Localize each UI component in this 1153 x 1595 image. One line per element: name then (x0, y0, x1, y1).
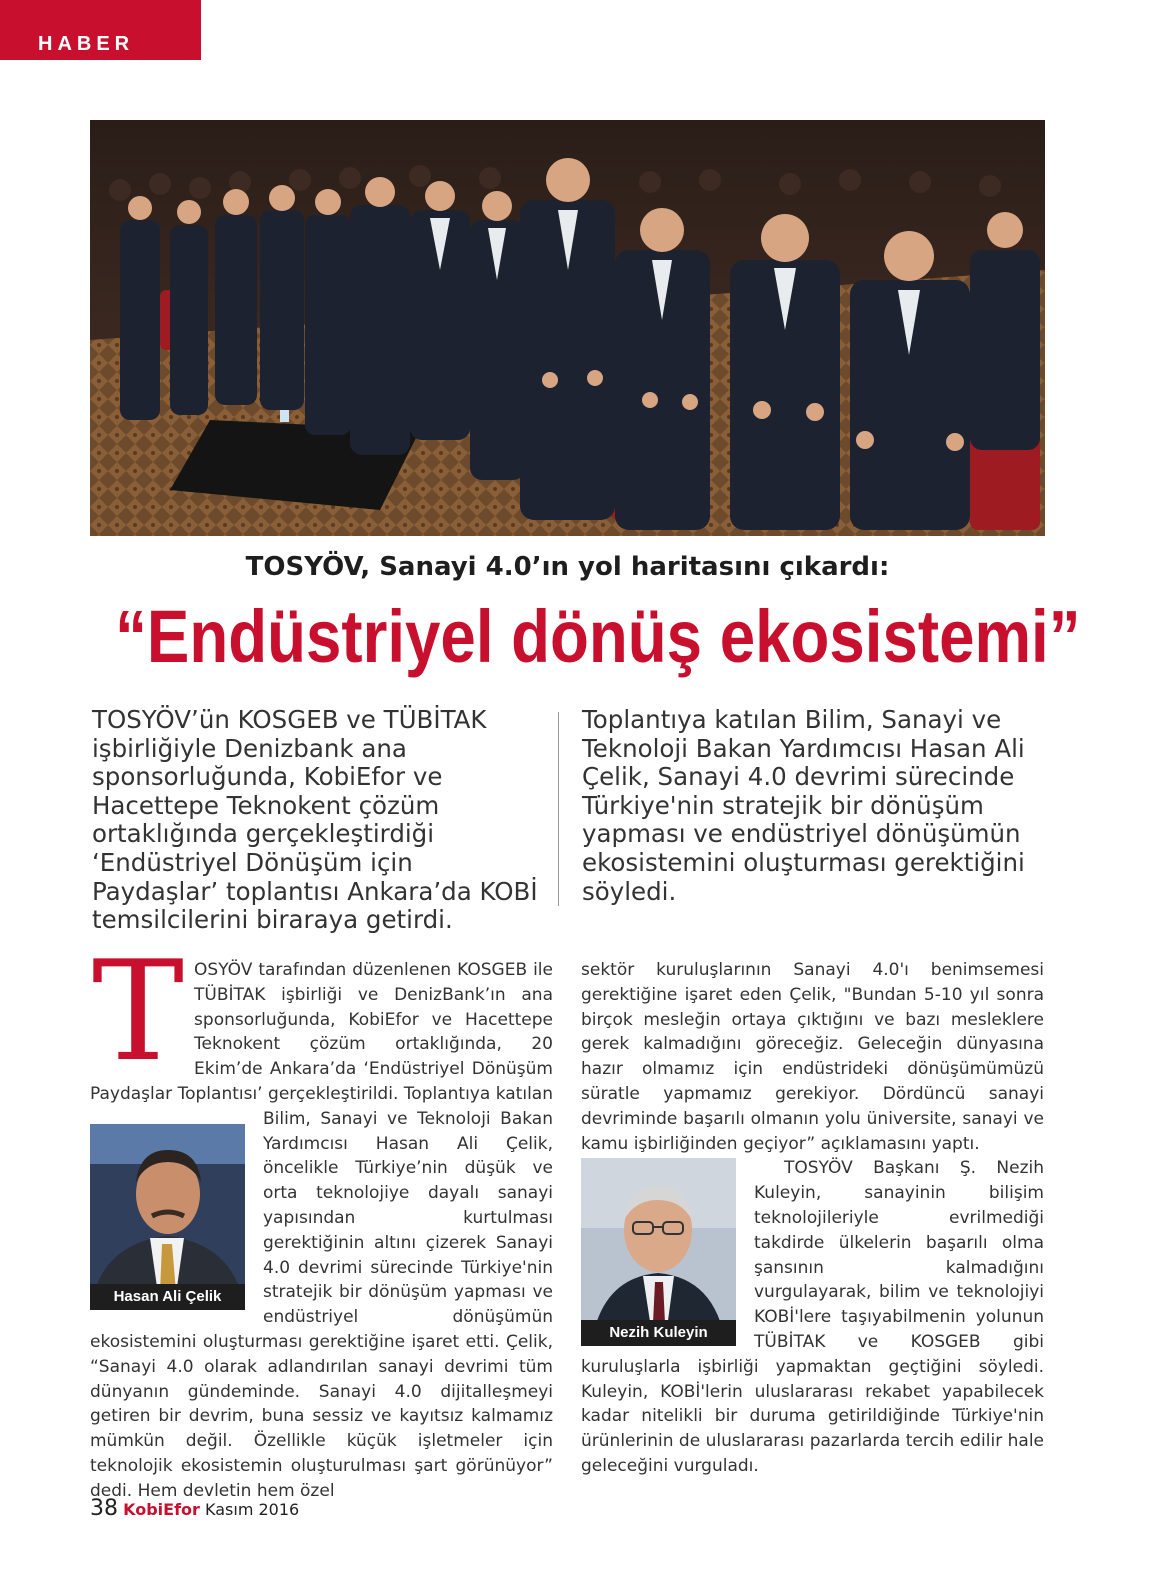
article-headline: “Endüstriyel dönüş ekosistemi” (115, 595, 1081, 678)
photo-caption-kuleyin: Nezih Kuleyin (581, 1320, 736, 1346)
page-number: 38 (90, 1496, 118, 1521)
lead-paragraph-left: TOSYÖV’ün KOSGEB ve TÜBİTAK işbirliğiyle Denizbank ana sponsorluğunda, KobiEfor ve Hacettepe Teknokent çözüm ortaklığında gerçekleştirdiği ‘Endüstriyel Dönüşüm için Paydaşlar’ toplantısı Ankara’da KOBİ temsilcilerini biraraya getirdi. (92, 705, 538, 935)
photo-celik (90, 1124, 245, 1310)
body-right-bottom-text: TOSYÖV Başkanı Ş. Nezih Kuleyin, sanayinin bilişim teknolojileriyle evrilmediği takdirde ülkelerin başarılı olma şansının kalmadığını vurgulayarak, bilim ve teknolojiyi KOBİ'lere taşıyabilmenin yolunun TÜBİTAK ve KOSGEB gibi kuruluşlarla işbirliği yapmaktan geçtiğini söyledi. Kuleyin, KOBİ'lerin uluslararası rekabet yapabilecek kadar nitelikli bir duruma getirildiğinde Türkiye'nin ürünlerinin de uluslararası pazarlarda tercih edilir hale geleceğini vurguladı. (581, 1158, 1044, 1476)
magazine-brand: KobiEfor (123, 1500, 200, 1519)
portrait-kuleyin (581, 1158, 736, 1344)
issue-date: Kasım 2016 (205, 1500, 300, 1519)
drop-cap: T (92, 931, 185, 1092)
section-label: HABER (38, 33, 135, 55)
body-right-top-text: sektör kuruluşlarının Sanayi 4.0'ı benimsemesi gerektiğine işaret eden Çelik, "Bundan 5-10 yıl sonra birçok mesleğin ortaya çıktığını ve bazı mesleklere gerek kalmadığını göreceğiz. Geleceğin dünyasına hazır olmamız için endüstrideki dönüşümümüzü süratle yapmamız gerekiyor. Dördüncü sanayi devriminde başarılı olmanın yolu üniversite, sanayi ve kamu işbirliğinden geçiyor” açıklamasını yaptı. (581, 960, 1044, 1154)
page-footer (90, 1496, 299, 1526)
section-tab (0, 0, 201, 60)
hero-photo (90, 120, 1045, 536)
photo-kuleyin (581, 1158, 736, 1346)
body-column-right (581, 958, 1044, 1479)
portrait-celik (90, 1124, 245, 1310)
lead-paragraph-right: Toplantıya katılan Bilim, Sanayi ve Teknoloji Bakan Yardımcısı Hasan Ali Çelik, Sanayi 4.0 devrimi sürecinde Türkiye'nin stratejik bir dönüşüm yapması ve endüstriyel dönüşümün ekosistemini oluşturması gerektiğini söyledi. (582, 705, 1025, 906)
article-kicker: TOSYÖV, Sanayi 4.0’ın yol haritasını çıkardı: (245, 552, 890, 582)
lead-divider (558, 712, 559, 906)
portrait-kuleyin-drawing (581, 1158, 736, 1344)
portrait-celik-drawing (90, 1124, 245, 1310)
hero-illustration (90, 120, 1045, 536)
body-left-text: OSYÖV tarafından düzenlenen KOSGEB ile TÜBİTAK işbirliği ve DenizBank’ın ana sponsorluğunda, KobiEfor ve Hacettepe Teknokent çözüm ortaklığında, 20 Ekim’de Ankara’da ‘Endüstriyel Dönüşüm Paydaşlar Toplantısı’ gerçekleştirildi. Toplantıya katılan Bilim, Sanayi ve Teknoloji Bakan Yardımcısı Hasan Ali Çelik, öncelikle Türkiye’nin düşük ve orta teknolojiye dayalı sanayi yapısından kurtulması gerektiğinin altını çizerek Sanayi 4.0 devrimi sürecinde Türkiye'nin stratejik bir dönüşüm yapması ve endüstriyel dönüşümün ekosistemini oluşturması gerektiğine işaret etti. Çelik, “Sanayi 4.0 olarak adlandırılan sanayi devrimi tüm dünyanın gündeminde. Sanayi 4.0 dijitalleşmeyi getiren bir devrim, buna sessiz ve kayıtsız kalmamız mümkün değil. Özellikle küçük işletmeler için teknolojik ekosistemin oluşturulması şart görünüyor” dedi. Hem devletin hem özel (90, 960, 553, 1501)
photo-caption-celik: Hasan Ali Çelik (90, 1284, 245, 1310)
